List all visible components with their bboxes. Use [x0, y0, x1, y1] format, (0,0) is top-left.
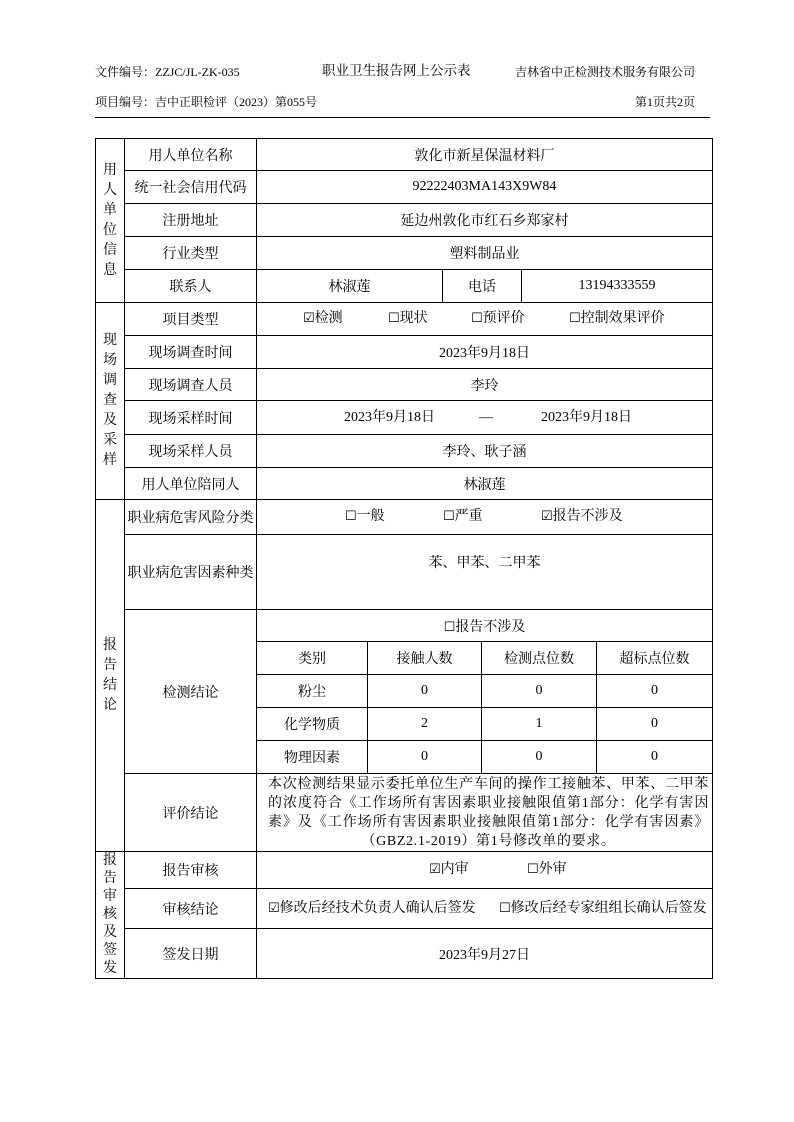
checkbox-icon: ☐ — [388, 311, 400, 326]
option-external-review — [527, 852, 567, 888]
review-result-options — [257, 889, 713, 929]
section-title: 报告审核及签发 — [103, 853, 117, 976]
checkbox-icon: ☑ — [268, 901, 280, 916]
escort: 林淑莲 — [257, 468, 713, 500]
checkbox-icon: ☐ — [443, 509, 455, 524]
option-status — [388, 303, 428, 335]
option-label: 一般 — [356, 509, 385, 524]
credit-code: 92222403MA143X9W84 — [257, 171, 713, 204]
checkbox-icon: ☐ — [443, 619, 456, 635]
contact-person: 林淑莲 — [257, 270, 443, 303]
evaluation-conclusion-label: 评价结论 — [125, 774, 257, 852]
review-result-label: 审核结论 — [125, 889, 257, 929]
sampling-time-label: 现场采样时间 — [125, 401, 257, 435]
option-label: 修改后经技术负责人确认后签发 — [279, 901, 476, 916]
report-review-options — [257, 852, 713, 889]
exceeding-cell: 0 — [597, 675, 713, 708]
option-label: 外审 — [538, 862, 567, 877]
project-type-label: 项目类型 — [125, 303, 257, 336]
section-employer-info — [96, 139, 125, 303]
checkbox-icon: ☐ — [471, 311, 483, 326]
column-header-exposed: 接触人数 — [368, 642, 482, 675]
option-label: 检测 — [314, 311, 343, 326]
option-label: 报告不涉及 — [455, 619, 526, 635]
date-range-separator: — — [479, 410, 493, 425]
address-label: 注册地址 — [125, 204, 257, 237]
phone-number: 13194333559 — [522, 270, 713, 303]
option-label: 报告不涉及 — [552, 509, 623, 524]
surveyors-label: 现场调查人员 — [125, 369, 257, 401]
issue-date-label: 签发日期 — [125, 929, 257, 979]
header-divider — [95, 117, 710, 118]
option-label: 预评价 — [482, 311, 525, 326]
option-not-involved — [541, 500, 623, 534]
option-label: 现状 — [399, 311, 428, 326]
option-label: 修改后经专家组组长确认后签发 — [510, 901, 707, 916]
samplers-label: 现场采样人员 — [125, 435, 257, 468]
checkbox-icon: ☐ — [527, 862, 539, 877]
hazard-factors: 苯、甲苯、二甲苯 — [257, 535, 713, 610]
survey-time-label: 现场调查时间 — [125, 336, 257, 369]
industry: 塑料制品业 — [257, 237, 713, 270]
category-cell: 化学物质 — [257, 708, 368, 741]
project-number: 项目编号：吉中正职检评（2023）第055号 — [95, 95, 318, 109]
contact-label: 联系人 — [125, 270, 257, 303]
evaluation-conclusion-text: 本次检测结果显示委托单位生产车间的操作工接触苯、甲苯、二甲苯的浓度符合《工作场所有害因素职业接触限值第1部分：化学有害因素》及《工作场所有害因素职业接触限值第1部分：化学有害因素》（GBZ2.1-2019）第1号修改单的要求。 — [268, 776, 709, 849]
option-control-effect — [569, 303, 665, 335]
checkbox-icon: ☐ — [499, 901, 511, 916]
option-label: 控制效果评价 — [580, 311, 665, 326]
column-header-points: 检测点位数 — [482, 642, 597, 675]
option-general — [345, 500, 385, 534]
option-serious — [443, 500, 483, 534]
phone-label: 电话 — [443, 270, 522, 303]
company-name: 吉林省中正检测技术服务有限公司 — [514, 65, 695, 79]
column-header-exceeding: 超标点位数 — [597, 642, 713, 675]
disclosure-table — [95, 138, 713, 979]
risk-classification-options — [257, 500, 713, 535]
sampling-start-date: 2023年9月18日 — [344, 410, 435, 425]
category-cell: 粉尘 — [257, 675, 368, 708]
checkbox-icon: ☑ — [429, 862, 441, 877]
section-title: 用人单位信息 — [103, 162, 117, 278]
option-label: 内审 — [440, 862, 469, 877]
surveyors: 李玲 — [257, 369, 713, 401]
credit-code-label: 统一社会信用代码 — [125, 171, 257, 204]
checkbox-icon: ☑ — [303, 311, 315, 326]
sampling-end-date: 2023年9月18日 — [541, 410, 632, 425]
document-title: 职业卫生报告网上公示表 — [322, 63, 471, 78]
hazard-factors-label: 职业病危害因素种类 — [125, 535, 257, 610]
points-cell: 1 — [482, 708, 597, 741]
checkbox-icon: ☐ — [569, 311, 581, 326]
detection-not-involved — [257, 610, 713, 642]
checkbox-icon: ☐ — [345, 509, 357, 524]
sampling-time-range — [257, 401, 713, 435]
employer-name: 敦化市新星保温材料厂 — [257, 139, 713, 171]
option-technical-lead-approval — [268, 889, 476, 928]
section-title: 现场调查及采样 — [103, 333, 117, 468]
file-number: 文件编号：ZZJC/JL-ZK-035 — [95, 65, 240, 79]
samplers: 李玲、耿子涵 — [257, 435, 713, 468]
section-review-issuance — [96, 852, 125, 979]
issue-date: 2023年9月27日 — [257, 929, 713, 979]
category-cell: 物理因素 — [257, 741, 368, 774]
exceeding-cell: 0 — [597, 708, 713, 741]
points-cell: 0 — [482, 741, 597, 774]
industry-label: 行业类型 — [125, 237, 257, 270]
detection-conclusion-label: 检测结论 — [125, 610, 257, 774]
survey-time: 2023年9月18日 — [257, 336, 713, 369]
option-pre-evaluation — [471, 303, 525, 335]
page-indicator: 第1页共2页 — [634, 95, 695, 109]
exceeding-cell: 0 — [597, 741, 713, 774]
section-survey-sampling — [96, 303, 125, 500]
risk-classification-label: 职业病危害风险分类 — [125, 500, 257, 535]
exposed-cell: 0 — [368, 741, 482, 774]
option-testing — [303, 303, 343, 335]
option-expert-lead-approval — [499, 889, 707, 928]
exposed-cell: 2 — [368, 708, 482, 741]
address: 延边州敦化市红石乡郑家村 — [257, 204, 713, 237]
option-internal-review — [429, 852, 469, 888]
report-review-label: 报告审核 — [125, 852, 257, 889]
exposed-cell: 0 — [368, 675, 482, 708]
points-cell: 0 — [482, 675, 597, 708]
section-title: 报告结论 — [103, 637, 117, 713]
evaluation-conclusion-cell — [257, 774, 713, 852]
escort-label: 用人单位陪同人 — [125, 468, 257, 500]
employer-name-label: 用人单位名称 — [125, 139, 257, 171]
section-report-conclusion — [96, 500, 125, 852]
column-header-category: 类别 — [257, 642, 368, 675]
project-type-options — [257, 303, 713, 336]
option-label: 严重 — [454, 509, 483, 524]
checkbox-icon: ☑ — [541, 509, 553, 524]
